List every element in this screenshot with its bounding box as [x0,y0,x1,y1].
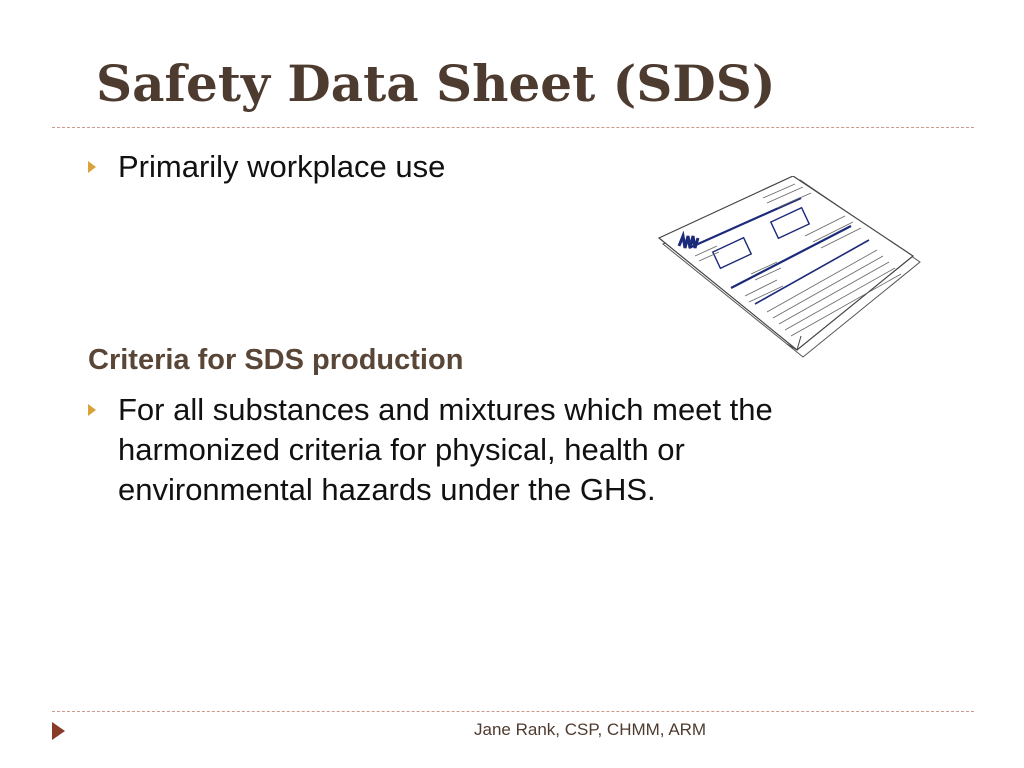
footer-divider [52,711,974,712]
footer-author: Jane Rank, CSP, CHMM, ARM [474,720,707,739]
document-sheet-illustration [655,176,925,361]
bullet-item [88,390,848,510]
footer-triangle-icon [52,722,65,740]
bullet-arrow-icon [88,161,96,173]
section-subheading: Criteria for SDS production [88,344,464,376]
slide-title: Safety Data Sheet (SDS) [96,54,776,113]
bullet-arrow-icon [88,404,96,416]
bullet-text: For all substances and mixtures which meet the harmonized criteria for physical, health or environmental hazards under the GHS. [118,392,773,507]
title-divider [52,127,974,128]
bullet-item [88,147,445,187]
bullet-text: Primarily workplace use [118,149,446,184]
